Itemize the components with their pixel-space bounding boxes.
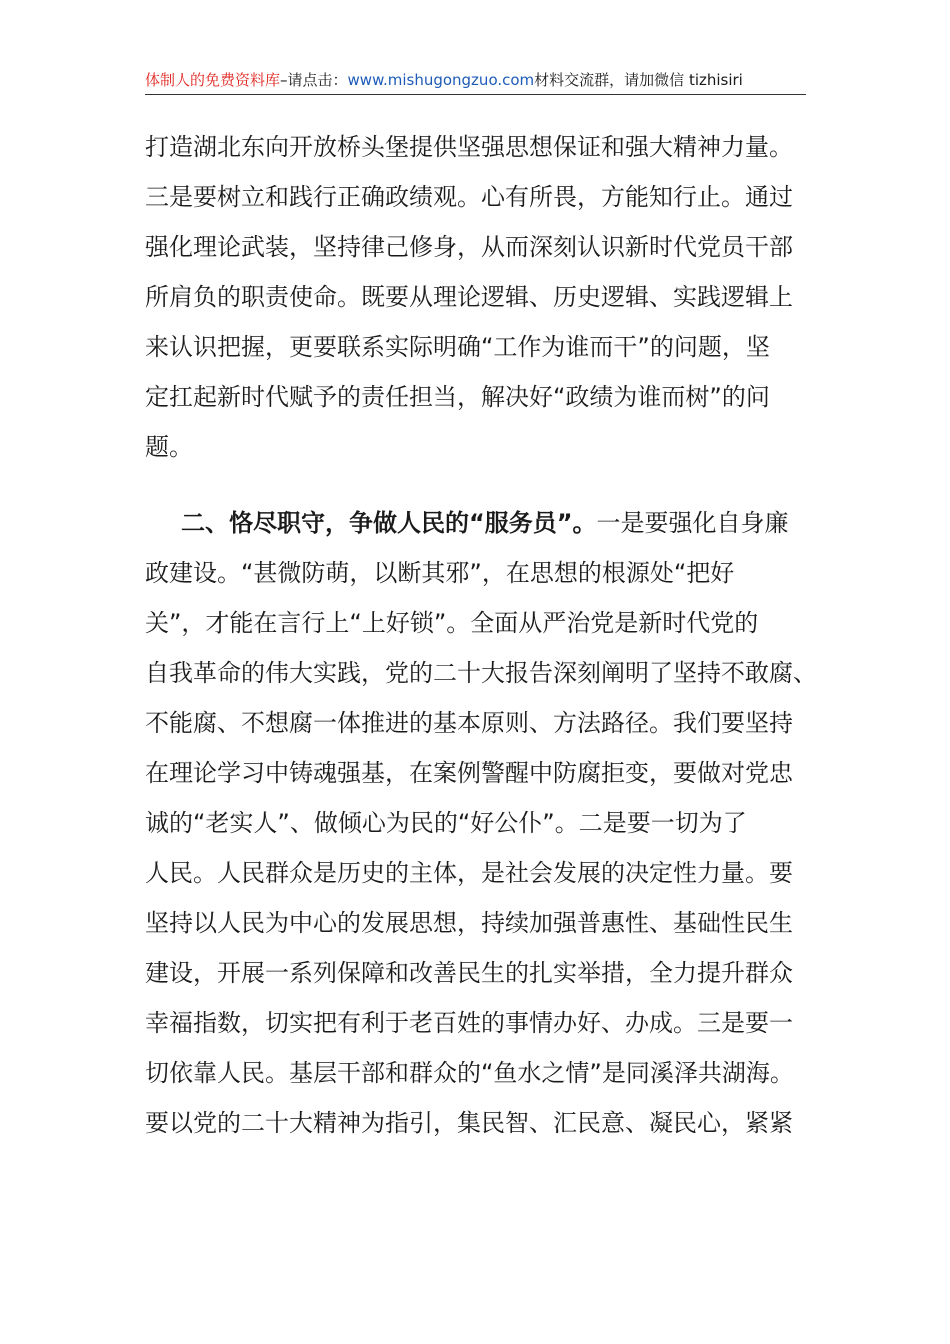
paragraph-line: 强化理论武装，坚持律己修身，从而深刻认识新时代党员干部: [145, 233, 793, 261]
header-wechat-note: 材料交流群，请加微信 tizhisiri: [534, 71, 743, 89]
paragraph-line: 切依靠人民。基层干部和群众的“鱼水之情”是同溪泽共湖海。: [145, 1059, 794, 1087]
section-heading: 二、恪尽职守，争做人民的“服务员”。: [181, 509, 597, 537]
document-body: [145, 122, 817, 1148]
paragraph-line: 建设，开展一系列保障和改善民生的扎实举措，全力提升群众: [145, 959, 793, 987]
header-website-link[interactable]: www.mishugongzuo.com: [347, 71, 535, 89]
paragraph-first-line: [145, 498, 809, 548]
paragraph-line: 题。: [145, 433, 193, 461]
section-heading-continuation: 一是要强化自身廉: [596, 509, 789, 537]
paragraph-line: 来认识把握，更要联系实际明确“工作为谁而干”的问题，坚: [145, 333, 770, 361]
paragraph-line: 关”，才能在言行上“上好锁”。全面从严治党是新时代党的: [145, 609, 759, 637]
paragraph-gap: [145, 472, 809, 498]
paragraph-line: 三是要树立和践行正确政绩观。心有所畏，方能知行止。通过: [145, 183, 793, 211]
paragraph-1: [145, 122, 809, 472]
paragraph-line: 所肩负的职责使命。既要从理论逻辑、历史逻辑、实践逻辑上: [145, 283, 793, 311]
paragraph-line: 政建设。“甚微防萌，以断其邪”，在思想的根源处“把好: [145, 559, 735, 587]
paragraph-line: 不能腐、不想腐一体推进的基本原则、方法路径。我们要坚持: [145, 709, 793, 737]
page-header: [145, 66, 806, 95]
paragraph-line: 要以党的二十大精神为指引，集民智、汇民意、凝民心，紧紧: [145, 1109, 793, 1137]
paragraph-line: 人民。人民群众是历史的主体，是社会发展的决定性力量。要: [145, 859, 793, 887]
paragraph-line: 自我革命的伟大实践，党的二十大报告深刻阐明了坚持不敢腐、: [145, 659, 817, 687]
paragraph-line: 打造湖北东向开放桥头堡提供坚强思想保证和强大精神力量。: [145, 133, 793, 161]
paragraph-2: [145, 498, 817, 1148]
paragraph-line: 在理论学习中铸魂强基，在案例警醒中防腐拒变，要做对党忠: [145, 759, 793, 787]
paragraph-line: 幸福指数，切实把有利于老百姓的事情办好、办成。三是要一: [145, 1009, 793, 1037]
header-brand: 体制人的免费资料库: [145, 71, 281, 89]
paragraph-line: 定扛起新时代赋予的责任担当，解决好“政绩为谁而树”的问: [145, 383, 770, 411]
header-prompt: –请点击：: [280, 71, 348, 89]
paragraph-line: 坚持以人民为中心的发展思想，持续加强普惠性、基础性民生: [145, 909, 793, 937]
paragraph-line: 诚的“老实人”、做倾心为民的“好公仆”。二是要一切为了: [145, 809, 747, 837]
